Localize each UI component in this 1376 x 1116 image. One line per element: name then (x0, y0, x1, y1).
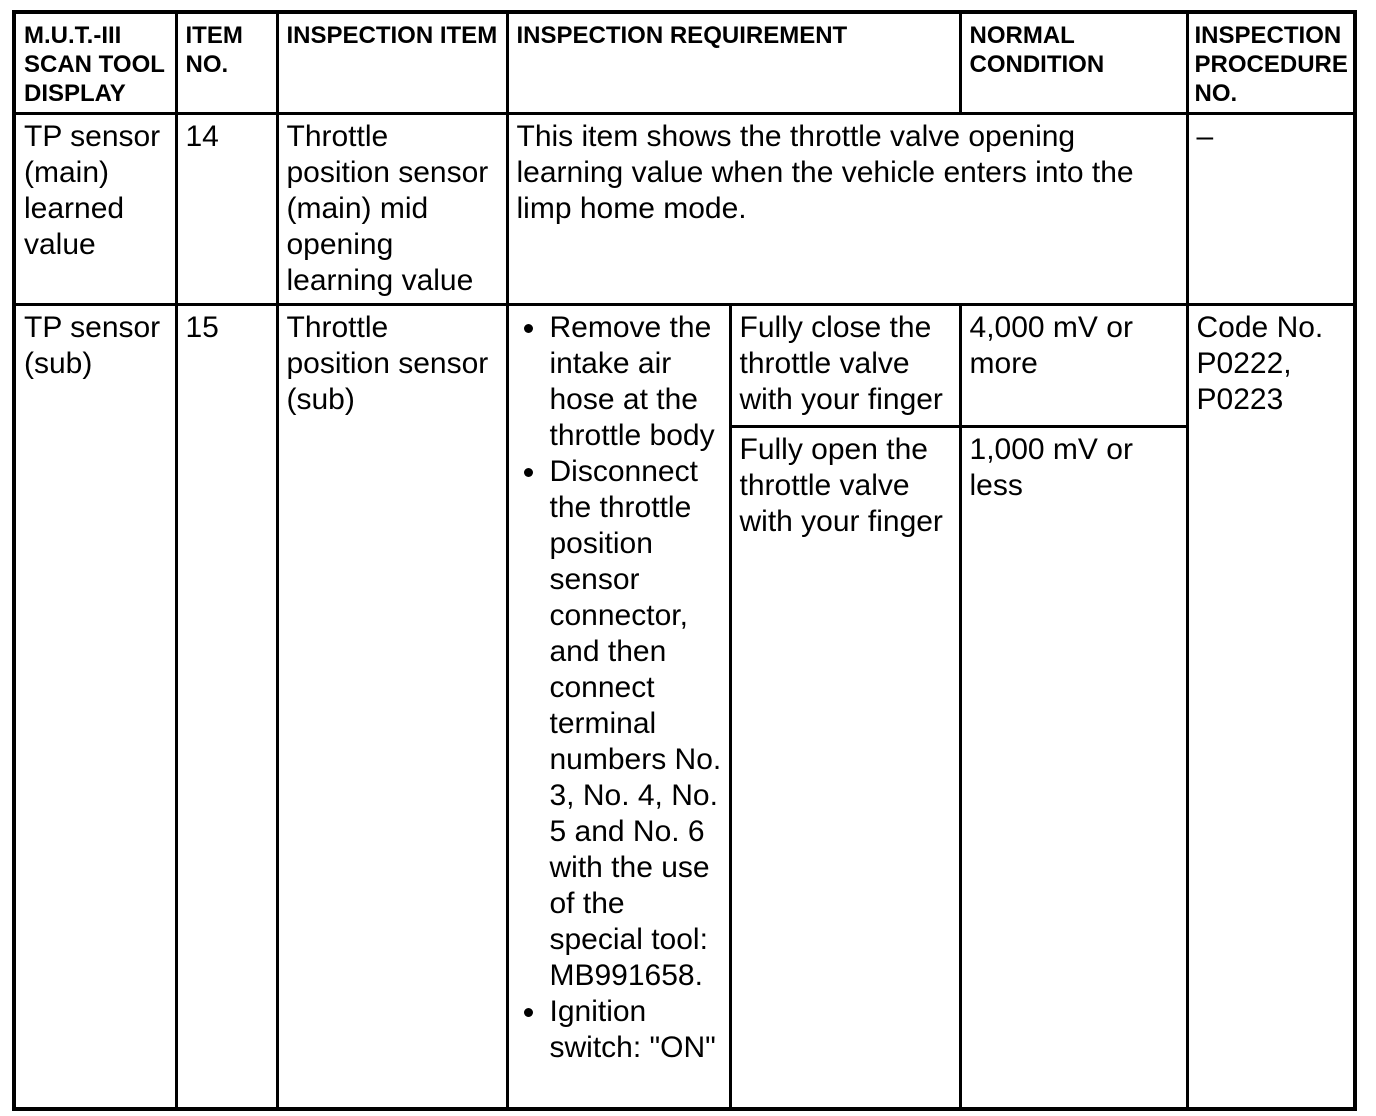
cell-normal-condition-close-throttle: 4,000 mV or more (960, 305, 1187, 427)
header-inspection-procedure-no: INSPECTION PROCEDURE NO. (1187, 12, 1355, 114)
cell-requirement-close-throttle: Fully close the throttle valve with your finger (730, 305, 960, 427)
header-scan-tool-display: M.U.T.-III SCAN TOOL DISPLAY (14, 12, 176, 114)
cell-procedure-no-15: Code No. P0222, P0223 (1187, 305, 1355, 1109)
cell-item-no-15: 15 (176, 305, 277, 1109)
header-item-no: ITEM NO. (176, 12, 277, 114)
cell-requirement-open-throttle: Fully open the throttle valve with your finger (730, 427, 960, 1109)
bullet-icon (524, 1008, 533, 1017)
cell-item-no-14: 14 (176, 114, 277, 305)
step-text: Remove the intake air hose at the throttle body (549, 311, 715, 452)
header-normal-condition: NORMAL CONDITION (960, 12, 1187, 114)
cell-scan-tool-display-14: TP sensor (main) learned value (14, 114, 176, 305)
step-item (509, 454, 725, 994)
cell-inspection-item-15: Throttle position sensor (sub) (277, 305, 507, 1109)
cell-procedure-no-14: – (1187, 114, 1355, 305)
cell-scan-tool-display-15: TP sensor (sub) (14, 305, 176, 1109)
data-list-table (12, 10, 1357, 1111)
step-item (509, 994, 725, 1066)
cell-normal-condition-open-throttle: 1,000 mV or less (960, 427, 1187, 1109)
cell-inspection-item-14: Throttle position sensor (main) mid opening learning value (277, 114, 507, 305)
step-text: Ignition switch: "ON" (549, 995, 716, 1064)
bullet-icon (524, 468, 533, 477)
table-header-row (14, 12, 1355, 114)
cell-inspection-requirement-14: This item shows the throttle valve opening learning value when the vehicle enters into the limp home mode. (507, 114, 1187, 305)
header-inspection-item: INSPECTION ITEM (277, 12, 507, 114)
bullet-icon (524, 324, 533, 333)
cell-preparation-steps-15 (507, 305, 730, 1109)
step-text: Disconnect the throttle position sensor connector, and then connect terminal numbers No. 3, No. 4, No. 5 and No. 6 with the use of the special tool: MB991658. (549, 455, 722, 992)
header-inspection-requirement: INSPECTION REQUIREMENT (507, 12, 960, 114)
table-row-item-14 (14, 114, 1355, 305)
preparation-steps-list (509, 310, 725, 1066)
table-row-item-15 (14, 305, 1355, 427)
step-item (509, 310, 725, 454)
